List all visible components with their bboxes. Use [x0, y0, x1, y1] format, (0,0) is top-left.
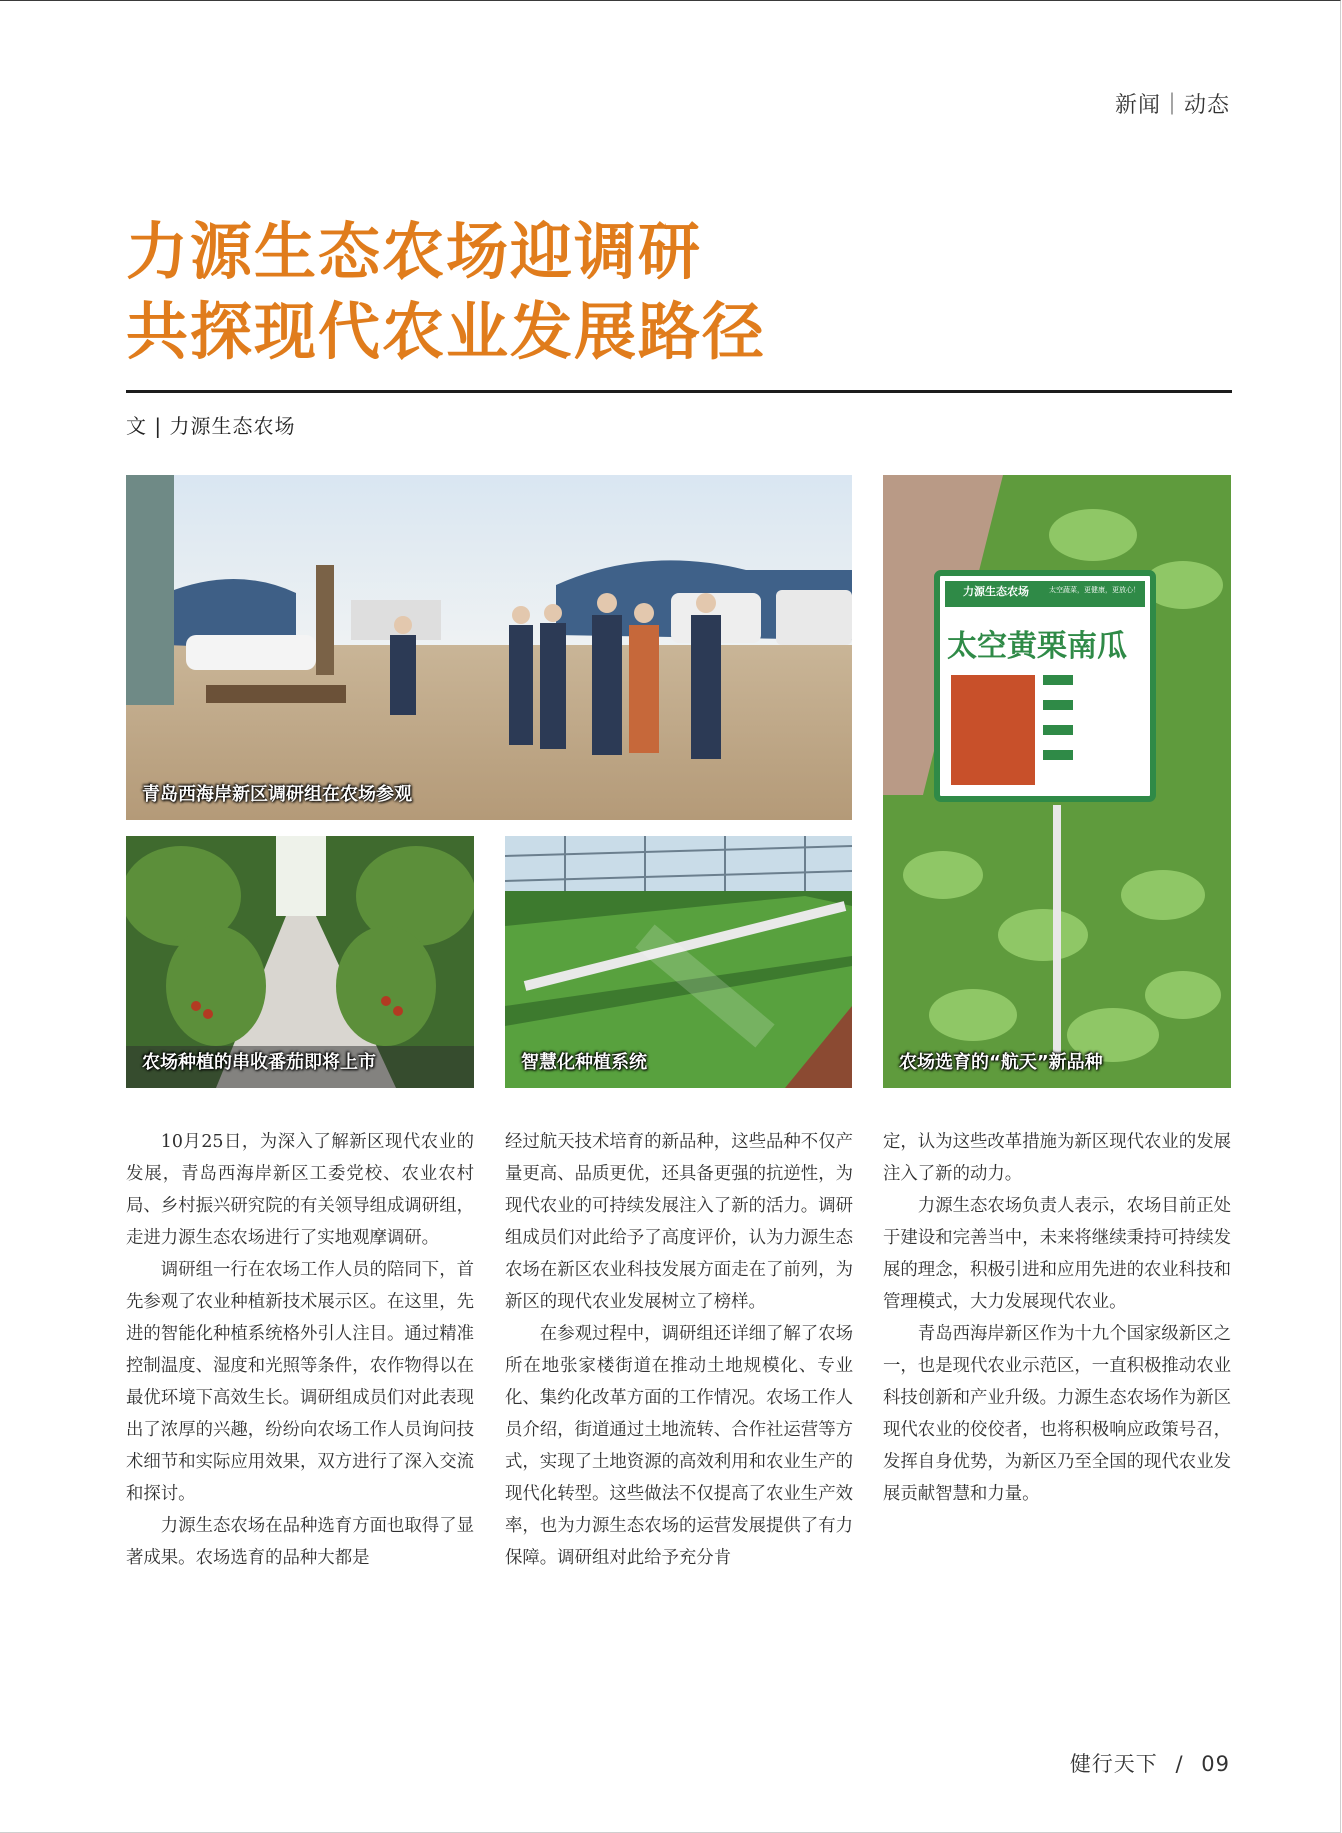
paragraph: 10月25日，为深入了解新区现代农业的发展，青岛西海岸新区工委党校、农业农村局、乡村振兴研究院的有关领导组成调研组，走进力源生态农场进行了实地观摩调研。	[126, 1132, 474, 1248]
caption-tomatoes: 农场种植的串收番茄即将上市	[142, 1052, 376, 1073]
title-line-1: 力源生态农场迎调研	[126, 215, 703, 288]
paragraph: 经过航天技术培育的新品种，这些品种不仅产量更高、品质更优，还具备更强的抗逆性，为现代农业的可持续发展注入了新的活力。调研组成员们对此给予了高度评价，认为力源生态农场在新区农业科技发展方面走在了前列，为新区的现代农业发展树立了榜样。	[505, 1132, 853, 1312]
photo-group-visit	[126, 475, 852, 820]
paragraph: 调研组一行在农场工作人员的陪同下，首先参观了农业种植新技术展示区。在这里，先进的智能化种植系统格外引人注目。通过精准控制温度、湿度和光照等条件，农作物得以在最优环境下高效生长。调研组成员们对此表现出了浓厚的兴趣，纷纷向农场工作人员询问技术细节和实际应用效果，双方进行了深入交流和探讨。	[126, 1260, 474, 1504]
paragraph: 青岛西海岸新区作为十九个国家级新区之一，也是现代农业示范区，一直积极推动农业科技创新和产业升级。力源生态农场作为新区现代农业的佼佼者，也将积极响应政策号召，发挥自身优势，为新区乃至全国的现代农业发展贡献智慧和力量。	[883, 1324, 1231, 1504]
sign-title: 太空黄栗南瓜	[947, 629, 1127, 664]
article-title	[126, 212, 766, 372]
section-label: 新闻｜动态	[1114, 93, 1230, 118]
caption-group-visit: 青岛西海岸新区调研组在农场参观	[142, 784, 412, 805]
caption-smart-planting: 智慧化种植系统	[521, 1052, 647, 1073]
caption-seedlings: 农场选育的“航天”新品种	[899, 1052, 1103, 1073]
paragraph: 在参观过程中，调研组还详细了解了农场所在地张家楼街道在推动土地规模化、专业化、集约化改革方面的工作情况。农场工作人员介绍，街道通过土地流转、合作社运营等方式，实现了土地资源的高效利用和农业生产的现代化转型。这些做法不仅提高了农业生产效率，也为力源生态农场的运营发展提供了有力保障。调研组对此给予充分肯	[505, 1324, 853, 1568]
title-divider	[126, 390, 1232, 393]
paragraph: 力源生态农场负责人表示，农场目前正处于建设和完善当中，未来将继续秉持可持续发展的理念，积极引进和应用先进的农业科技和管理模式，大力发展现代农业。	[883, 1196, 1231, 1312]
title-line-2: 共探现代农业发展路径	[126, 295, 767, 368]
byline: 文 | 力源生态农场	[126, 414, 296, 438]
sign-slogan: 太空蔬菜，更健康，更放心！	[1049, 586, 1140, 594]
photo-tomatoes	[126, 836, 474, 1088]
paragraph: 定，认为这些改革措施为新区现代农业的发展注入了新的动力。	[883, 1132, 1231, 1184]
magazine-name: 健行天下	[1069, 1752, 1158, 1776]
photo-smart-planting	[505, 836, 852, 1088]
paragraph: 力源生态农场在品种选育方面也取得了显著成果。农场选育的品种大都是	[126, 1516, 474, 1568]
page-footer	[1070, 1748, 1230, 1778]
body-column-1	[126, 1126, 474, 1574]
seedlings-illustration	[883, 475, 1231, 1088]
body-column-3	[883, 1126, 1231, 1510]
footer-separator: /	[1175, 1752, 1184, 1776]
sign-brand: 力源生态农场	[963, 585, 1029, 598]
body-column-2	[505, 1126, 853, 1574]
page-number: 09	[1201, 1752, 1230, 1776]
photo-seedlings	[883, 475, 1231, 1088]
group-visit-illustration	[126, 475, 852, 820]
